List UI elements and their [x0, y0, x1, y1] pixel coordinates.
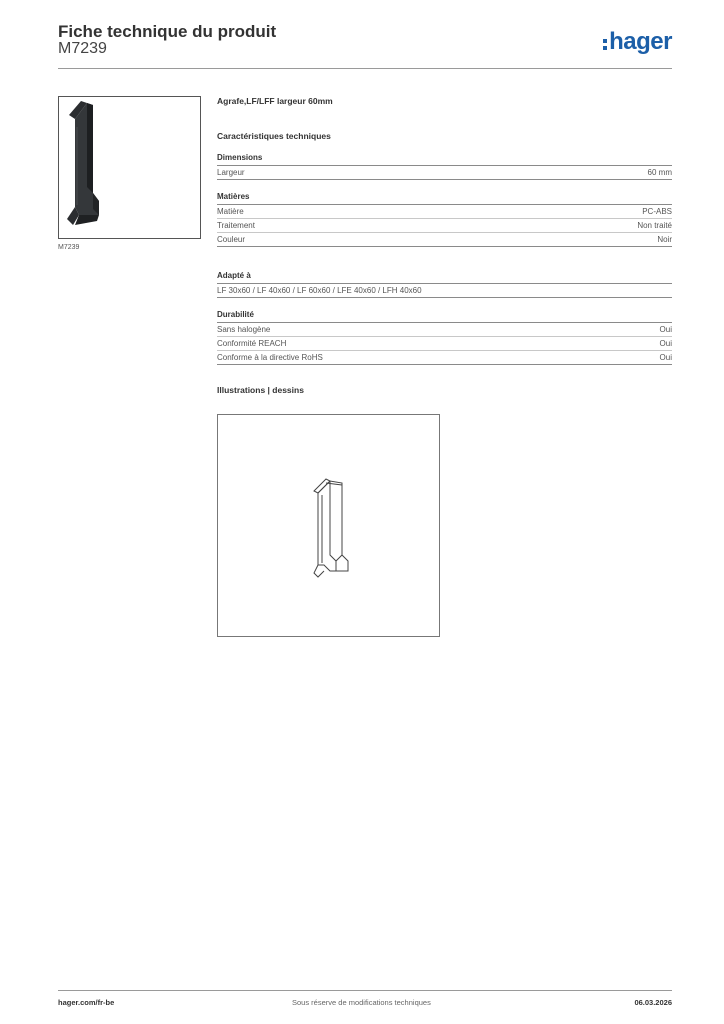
- page-header: [58, 20, 672, 70]
- spec-group-title: Adapté à: [217, 271, 672, 284]
- footer-divider: [58, 990, 672, 991]
- header-divider: [58, 68, 672, 69]
- spec-value: Oui: [659, 339, 672, 348]
- illustrations-title: Illustrations | dessins: [217, 385, 304, 395]
- spec-label: Largeur: [217, 168, 245, 177]
- spec-group-title: Dimensions: [217, 153, 672, 166]
- spec-row: [217, 219, 672, 233]
- spec-group-compatibility: [217, 271, 672, 298]
- spec-value: Oui: [659, 325, 672, 334]
- product-details: [217, 96, 672, 395]
- spec-group-title: Matières: [217, 192, 672, 205]
- spec-label: Conformité REACH: [217, 339, 287, 348]
- spec-label: Couleur: [217, 235, 246, 244]
- characteristics-title: Caractéristiques techniques: [217, 131, 331, 141]
- product-clip-icon: [59, 97, 200, 238]
- spec-value: Non traité: [637, 221, 672, 230]
- spec-group-sustainability: [217, 310, 672, 365]
- spec-label: Traitement: [217, 221, 255, 230]
- spec-row: [217, 284, 672, 298]
- spec-row: [217, 351, 672, 365]
- product-reference: M7239: [58, 40, 107, 57]
- footer-disclaimer: Sous réserve de modifications techniques: [292, 998, 431, 1007]
- product-photo: [58, 96, 201, 239]
- spec-row: [217, 166, 672, 180]
- document-title: Fiche technique du produit: [58, 22, 277, 41]
- footer-website-link[interactable]: hager.com/fr-be: [58, 998, 115, 1007]
- spec-row: [217, 233, 672, 247]
- photo-caption: M7239: [58, 244, 80, 251]
- spec-value: Oui: [659, 353, 672, 362]
- spec-value: 60 mm: [647, 168, 672, 177]
- hager-logo: [603, 28, 672, 56]
- spec-row: [217, 323, 672, 337]
- spec-value: PC-ABS: [642, 207, 672, 216]
- spec-group-title: Durabilité: [217, 310, 672, 323]
- spec-label: Conforme à la directive RoHS: [217, 353, 323, 362]
- spec-label: LF 30x60 / LF 40x60 / LF 60x60 / LFE 40x60 / LFH 40x60: [217, 286, 422, 295]
- spec-label: Matière: [217, 207, 244, 216]
- footer-date: 06.03.2026: [634, 998, 672, 1007]
- clip-drawing-icon: [218, 415, 439, 636]
- spec-label: Sans halogène: [217, 325, 271, 334]
- spec-row: [217, 205, 672, 219]
- spec-row: [217, 337, 672, 351]
- spec-group-dimensions: [217, 153, 672, 180]
- product-name: Agrafe,LF/LFF largeur 60mm: [217, 96, 333, 106]
- spec-group-materials: [217, 192, 672, 247]
- spec-value: Noir: [657, 235, 672, 244]
- illustration-frame: [217, 414, 440, 637]
- logo-text: hager: [609, 28, 672, 55]
- logo-dots-icon: [603, 39, 607, 50]
- page-footer: [58, 998, 672, 1010]
